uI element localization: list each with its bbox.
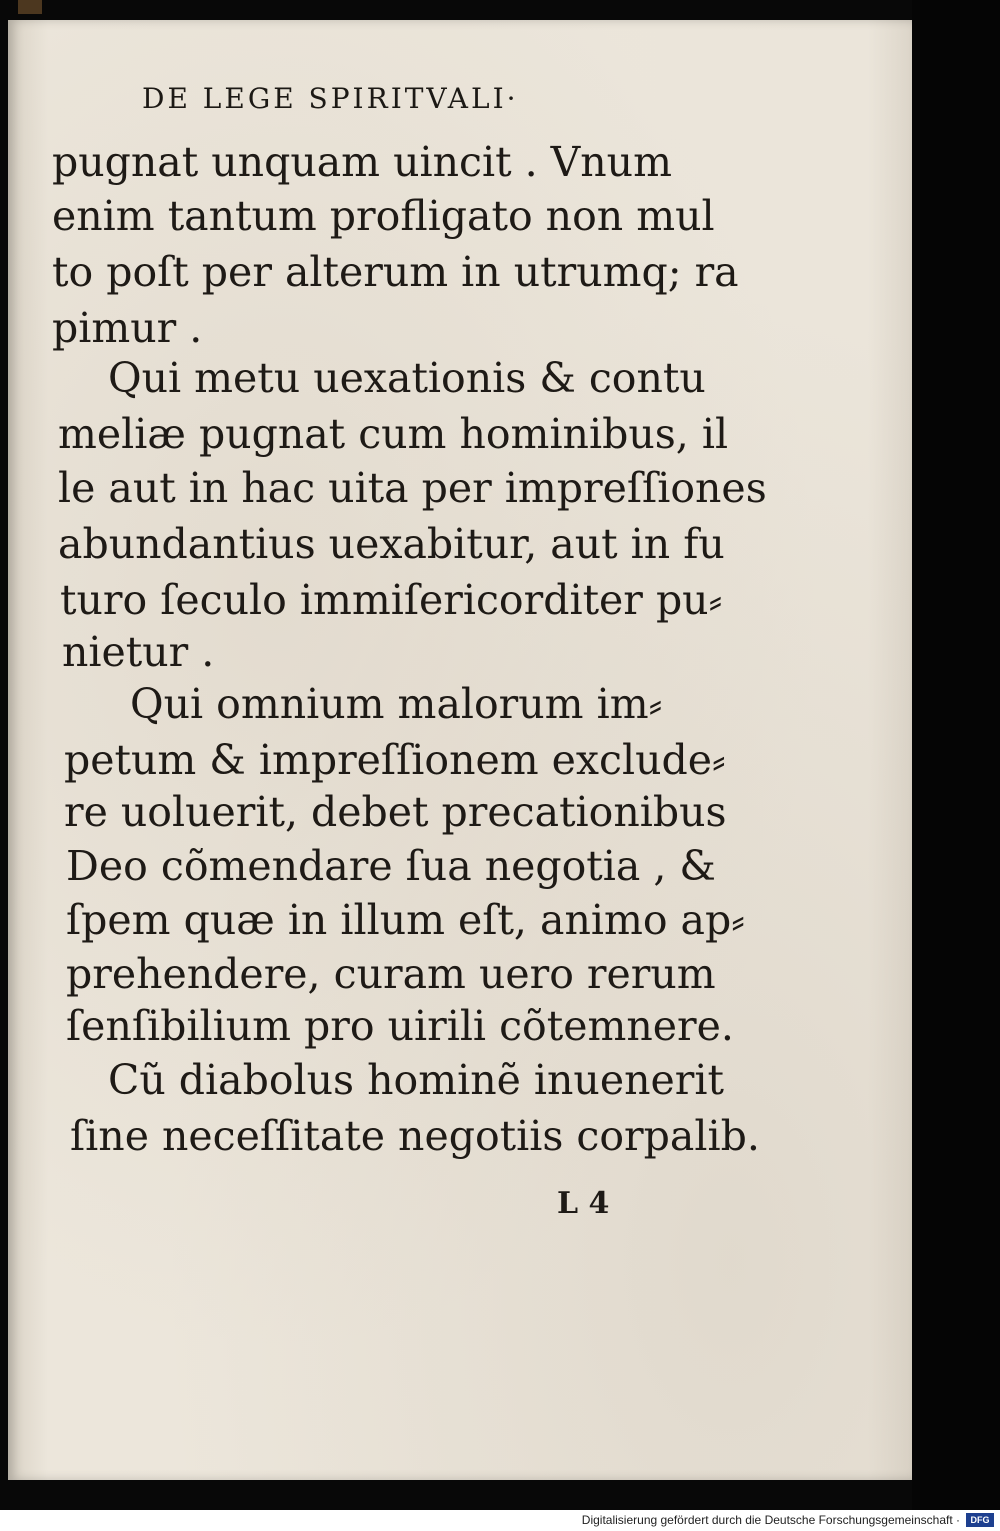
text-line: prehendere, curam uero rerum (66, 950, 716, 998)
text-line: to poſt per alterum in utrumq; ra (52, 248, 739, 296)
text-line: meliæ pugnat cum hominibus, il (58, 410, 729, 458)
text-line: Qui metu uexationis & contu (108, 354, 706, 402)
footer-credit: Digitalisierung gefördert durch die Deutsche Forschungsgemeinschaft · (581, 1513, 960, 1527)
digitization-footer (0, 1510, 1000, 1531)
text-line: ſine neceſſitate negotiis corpalib. (70, 1112, 760, 1160)
edge-mark (18, 0, 42, 14)
text-line: Cũ diabolus hominẽ inuenerit (108, 1056, 724, 1104)
text-line: abundantius uexabitur, aut in fu (58, 520, 725, 568)
text-line: pugnat unquam uincit . Vnum (52, 138, 672, 186)
text-line: Qui omnium malorum im⸗ (130, 680, 663, 728)
text-line: petum & impreſſionem exclude⸗ (64, 736, 726, 784)
scan-right-border (912, 0, 1000, 1510)
text-line: pimur . (52, 304, 203, 352)
text-line: le aut in hac uita per impreſſiones (58, 464, 767, 512)
text-line: re uoluerit, debet precationibus (64, 788, 727, 836)
text-line: ſpem quæ in illum eſt, animo ap⸗ (66, 896, 745, 944)
text-line: turo ſeculo immiſericorditer pu⸗ (60, 576, 723, 624)
text-line: ſenſibilium pro uirili cõtemnere. (66, 1002, 734, 1050)
text-line: Deo cõmendare ſua negotia , & (66, 842, 716, 890)
text-line: nietur . (62, 628, 215, 676)
signature-mark: L 4 (557, 1186, 610, 1221)
text-line: enim tantum profligato non mul (52, 192, 715, 240)
dfg-logo-icon: DFG (966, 1513, 994, 1527)
running-head: DE LEGE SPIRITVALI· (142, 82, 519, 115)
